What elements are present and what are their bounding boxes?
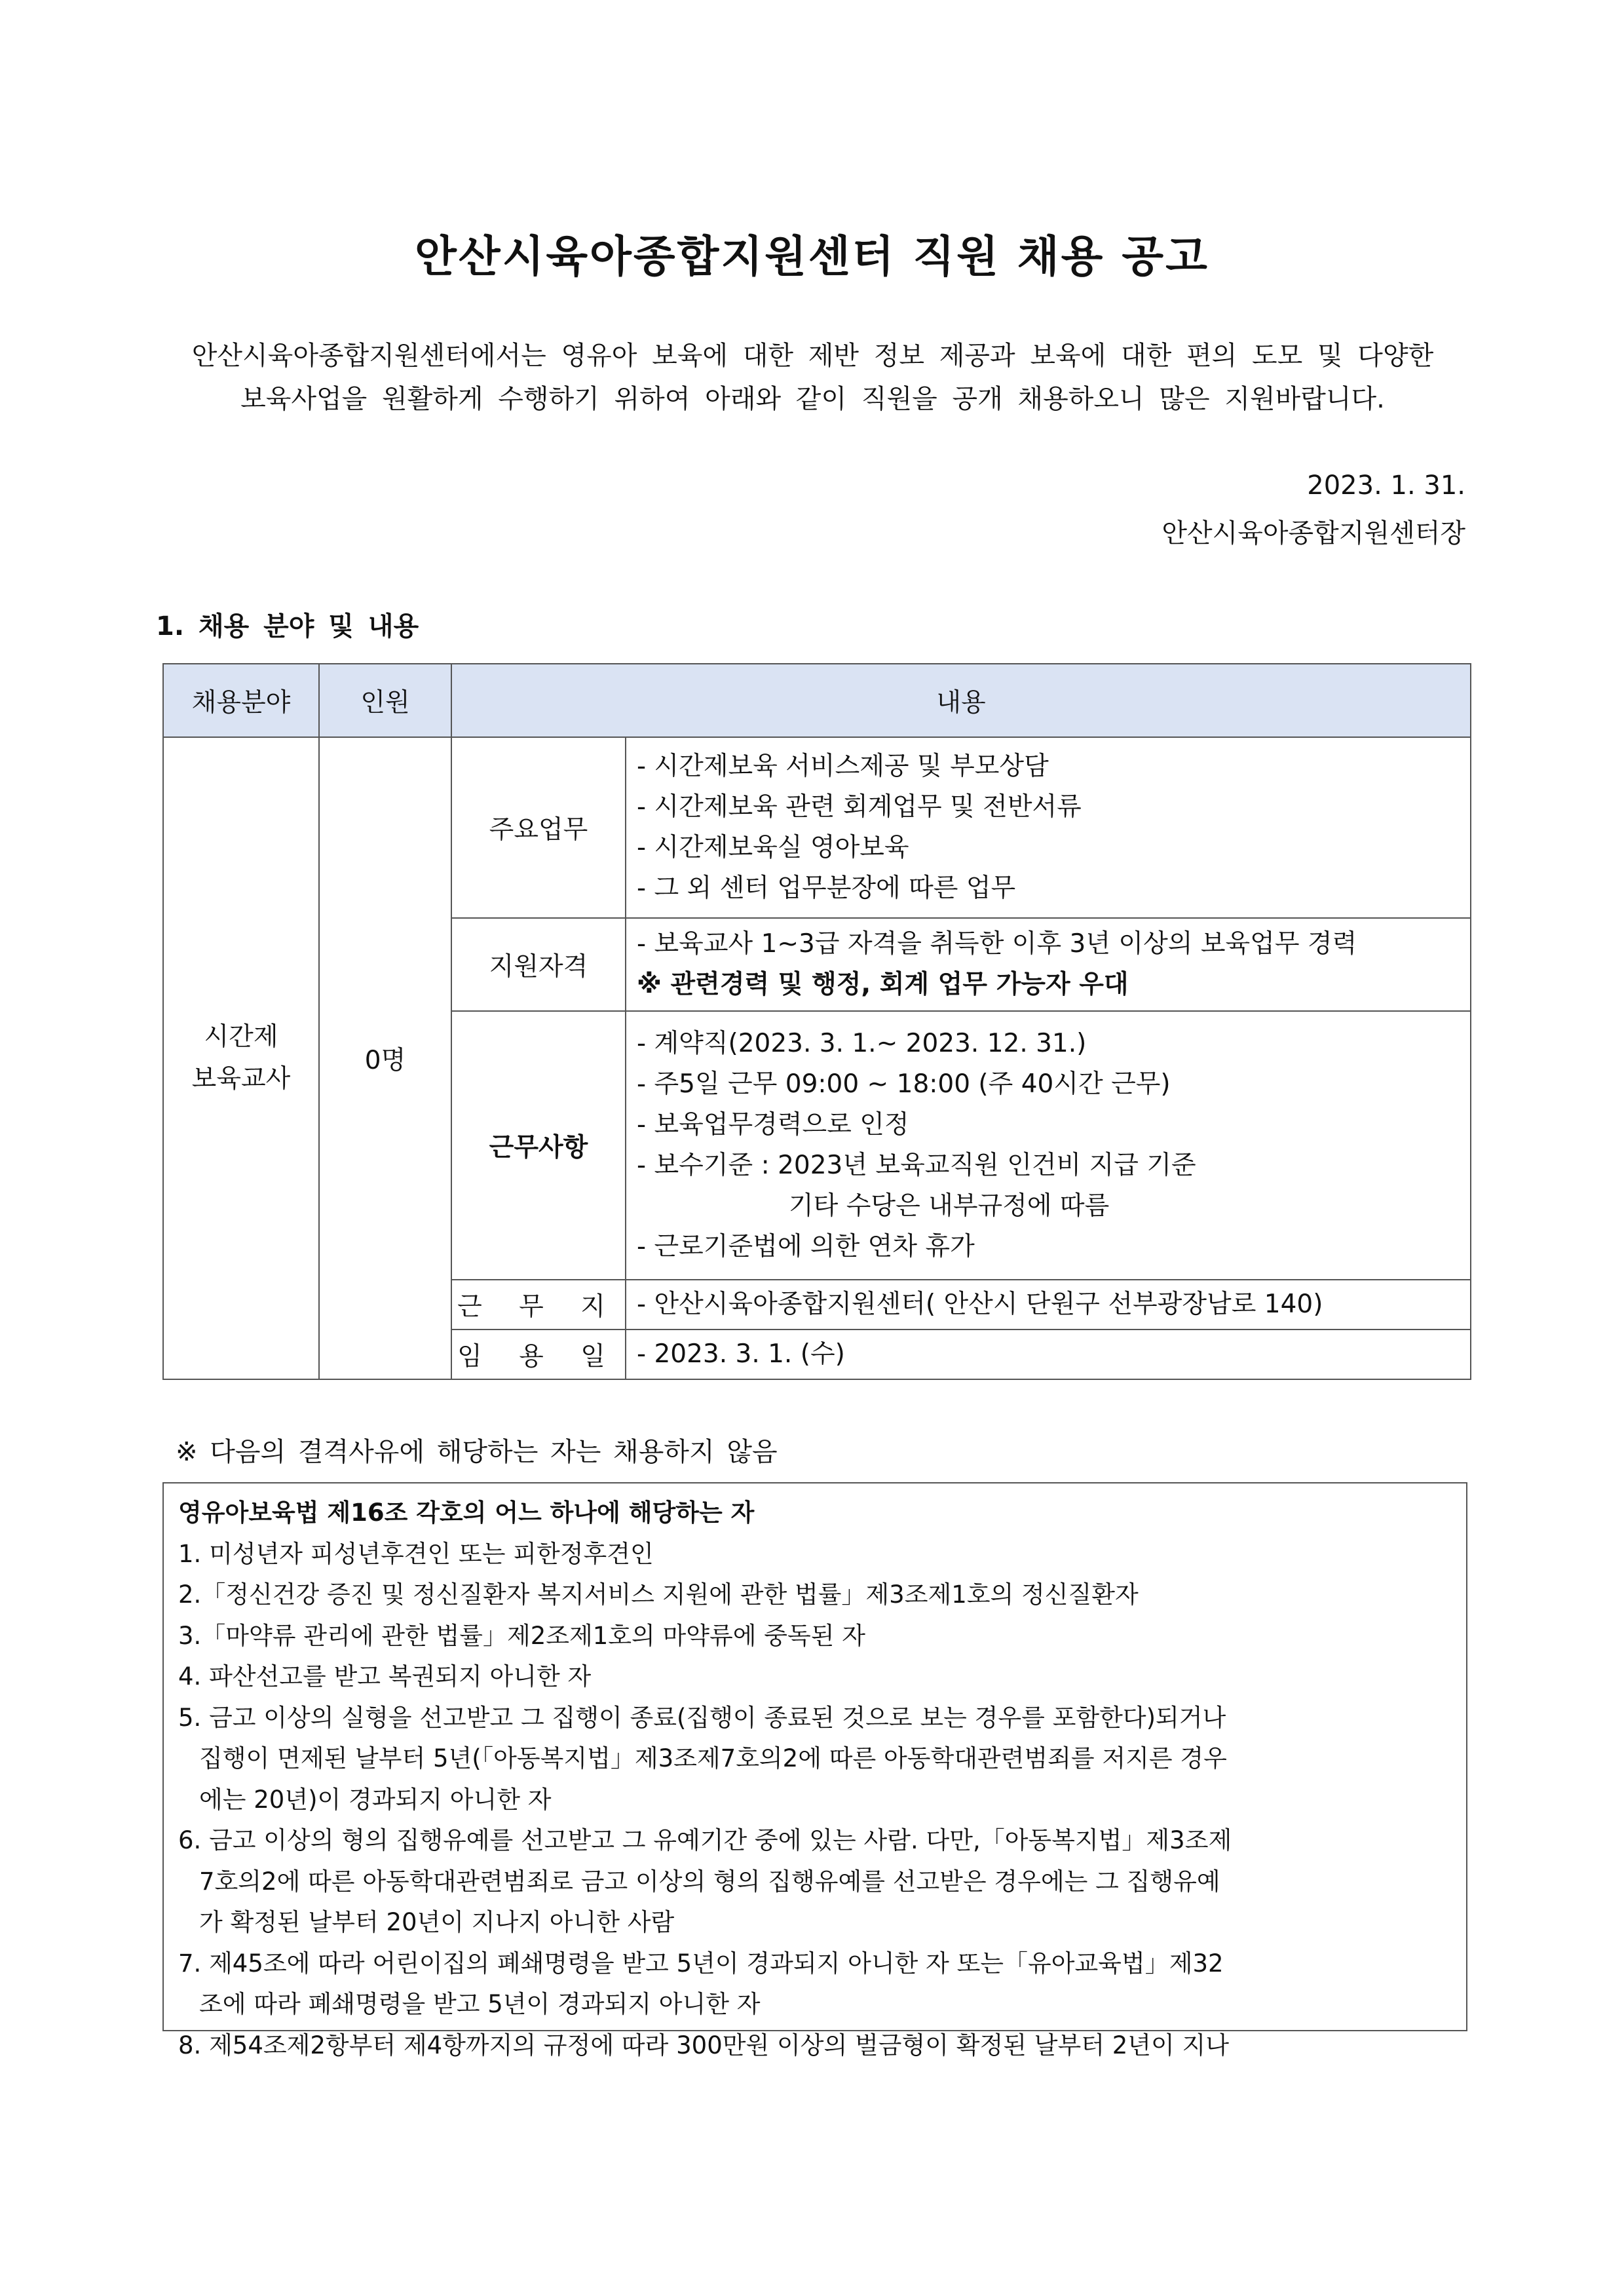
header-content: 내용	[451, 664, 1471, 737]
disqualification-box	[162, 1482, 1467, 2059]
announcement-date: 2023. 1. 31.	[1307, 470, 1465, 501]
list-item: - 주5일 근무 09:00 ~ 18:00 (주 40시간 근무)	[637, 1069, 1171, 1099]
intro-line: 보육사업을 원활하게 수행하기 위하여 아래와 같이 직원을 공개 채용하오니 많은 지원바랍니다.	[240, 384, 1385, 414]
qualification-content	[626, 918, 1471, 1011]
list-item: - 시간제보육실 영아보육	[637, 833, 909, 862]
list-item: - 계약직(2023. 3. 1.~ 2023. 12. 31.)	[637, 1029, 1087, 1058]
preference-note: ※ 관련경력 및 행정, 회계 업무 가능자 우대	[637, 970, 1129, 999]
intro-paragraph	[162, 334, 1463, 421]
section-heading: 1. 채용 분야 및 내용	[156, 611, 419, 641]
row-label-qualification: 지원자격	[451, 918, 626, 1011]
list-item: 1. 미성년자 피성년후견인 또는 피한정후견인	[178, 1539, 654, 1568]
list-item: - 그 외 센터 업무분장에 따른 업무	[637, 873, 1016, 903]
workplace-content	[626, 1280, 1471, 1330]
list-item: 2.「정신건강 증진 및 정신질환자 복지서비스 지원에 관한 법률」제3조제1호의 정신질환자	[178, 1580, 1139, 1609]
list-item: - 안산시육아종합지원센터( 안산시 단원구 선부광장남로 140)	[637, 1290, 1323, 1319]
page-title: 안산시육아종합지원센터 직원 채용 공고	[415, 231, 1209, 282]
start-date-content	[626, 1330, 1471, 1379]
list-item: - 보육교사 1~3급 자격을 취득한 이후 3년 이상의 보육업무 경력	[637, 929, 1357, 959]
list-item-continuation: 기타 수당은 내부규정에 따름	[789, 1191, 1110, 1221]
disqualification-heading: 영유아보육법 제16조 각호의 어느 하나에 해당하는 자	[178, 1499, 755, 1527]
list-item: - 시간제보육 관련 회계업무 및 전반서류	[637, 792, 1082, 822]
disqualification-note: ※ 다음의 결격사유에 해당하는 자는 채용하지 않음	[176, 1437, 778, 1467]
list-item: - 보수기준 : 2023년 보육교직원 인건비 지급 기준	[637, 1151, 1196, 1180]
table-header-row	[163, 664, 1471, 737]
list-item: 6. 금고 이상의 형의 집행유예를 선고받고 그 유예기간 중에 있는 사람. 다만,「아동복지법」제3조제	[178, 1826, 1232, 1854]
intro-line: 안산시육아종합지원센터에서는 영유아 보육에 대한 제반 정보 제공과 보육에 대한 편의 도모 및 다양한	[191, 341, 1434, 371]
header-field: 채용분야	[163, 664, 319, 737]
list-item: 8. 제54조제2항부터 제4항까지의 규정에 따라 300만원 이상의 벌금형이 확정된 날부터 2년이 지나	[178, 2031, 1229, 2059]
row-label-duties: 주요업무	[451, 737, 626, 918]
list-item: 3.「마약류 관리에 관한 법률」제2조제1호의 마약류에 중독된 자	[178, 1621, 866, 1650]
list-item: 4. 파산선고를 받고 복권되지 아니한 자	[178, 1662, 592, 1691]
recruitment-field-cell	[163, 737, 319, 1379]
list-item-continuation: 7호의2에 따른 아동학대관련범죄로 금고 이상의 형의 집행유예를 선고받은 경우에는 그 집행유예	[199, 1867, 1220, 1896]
table-row	[163, 737, 1471, 918]
list-item: - 시간제보육 서비스제공 및 부모상담	[637, 752, 1049, 781]
field-label: 보육교사	[191, 1064, 291, 1094]
list-item-continuation: 조에 따라 폐쇄명령을 받고 5년이 경과되지 아니한 자	[199, 1990, 761, 2018]
list-item: - 보육업무경력으로 인정	[637, 1110, 909, 1139]
field-label: 시간제	[204, 1022, 278, 1052]
conditions-content	[626, 1011, 1471, 1280]
list-item-continuation: 가 확정된 날부터 20년이 지나지 아니한 사람	[199, 1908, 675, 1936]
headcount-cell: 0명	[319, 737, 451, 1379]
issuing-organization: 안산시육아종합지원센터장	[1161, 518, 1465, 548]
list-item: - 근로기준법에 의한 연차 휴가	[637, 1232, 975, 1261]
list-item: - 2023. 3. 1. (수)	[637, 1339, 845, 1369]
list-item: 7. 제45조에 따라 어린이집의 폐쇄명령을 받고 5년이 경과되지 아니한 자 또는「유아교육법」제32	[178, 1949, 1224, 1978]
row-label-workplace: 근 무 지	[451, 1280, 626, 1330]
row-label-conditions: 근무사항	[451, 1011, 626, 1280]
list-item: 5. 금고 이상의 실형을 선고받고 그 집행이 종료(집행이 종료된 것으로 보는 경우를 포함한다)되거나	[178, 1703, 1226, 1732]
header-count: 인원	[319, 664, 451, 737]
list-item-continuation: 집행이 면제된 날부터 5년(「아동복지법」제3조제7호의2에 따른 아동학대관련범죄를 저지른 경우	[199, 1744, 1227, 1772]
row-label-start-date: 임 용 일	[451, 1330, 626, 1379]
list-item-continuation: 에는 20년)이 경과되지 아니한 자	[199, 1785, 552, 1814]
duties-content	[626, 737, 1471, 918]
recruitment-table	[162, 663, 1471, 1380]
